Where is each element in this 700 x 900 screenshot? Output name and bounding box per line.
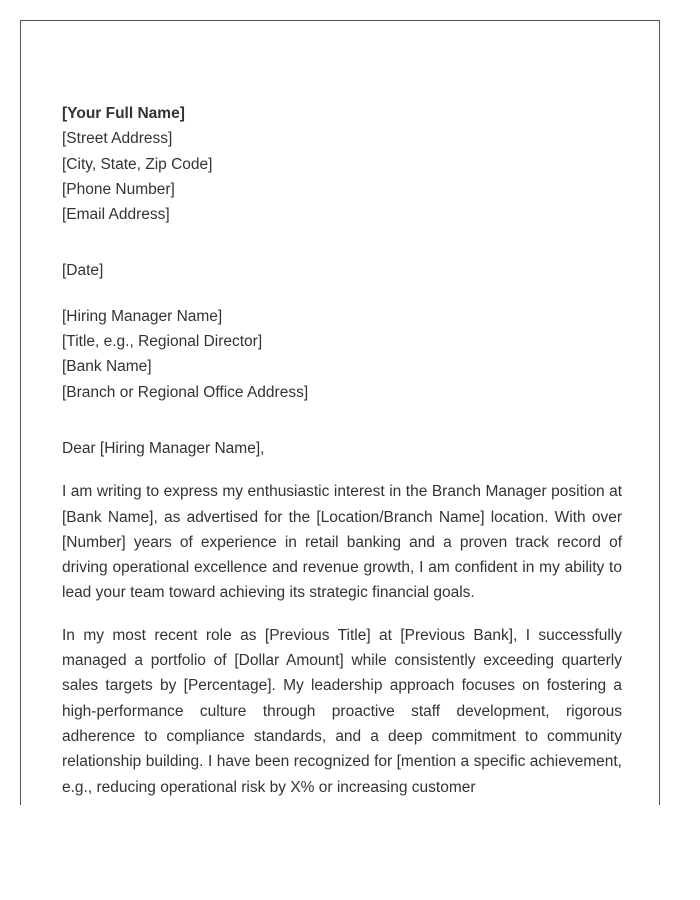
recipient-name: [Hiring Manager Name] bbox=[62, 307, 223, 325]
letter-body bbox=[62, 101, 622, 805]
sender-city-state-zip: [City, State, Zip Code] bbox=[62, 155, 213, 173]
recipient-title: [Title, e.g., Regional Director] bbox=[62, 333, 263, 351]
sender-name: [Your Full Name] bbox=[62, 105, 185, 122]
letter-page bbox=[20, 20, 660, 805]
salutation-text: Dear [Hiring Manager Name], bbox=[62, 439, 265, 457]
sender-block bbox=[62, 101, 622, 227]
sender-email: [Email Address] bbox=[62, 206, 170, 224]
sender-street: [Street Address] bbox=[62, 130, 173, 148]
date-text: [Date] bbox=[62, 262, 104, 280]
recipient-bank: [Bank Name] bbox=[62, 358, 152, 376]
letter-date bbox=[62, 258, 622, 283]
body-paragraph-1: I am writing to express my enthusiastic interest in the Branch Manager position at [Bank Name], as advertised for the [Location/Branch Name] location. With over [Number] years of experience in retail banking and a proven track record of driving operational excellence and revenue growth, I am confident in my ability to lead your team toward achieving its strategic financial goals. bbox=[62, 483, 622, 602]
body-paragraph-2: In my most recent role as [Previous Title] at [Previous Bank], I successfully managed a portfolio of [Dollar Amount] while consistently exceeding quarterly sales targets by [Percentage]. My leadership approach focuses on fostering a high-performance culture through proactive staff development, rigorous adherence to compliance standards, and a deep commitment to community relationship building. I have been recognized for [mention a specific achievement, e.g., reducing operational risk by X% or increasing customer bbox=[62, 626, 622, 796]
salutation bbox=[62, 436, 622, 461]
recipient-block bbox=[62, 304, 622, 405]
recipient-address: [Branch or Regional Office Address] bbox=[62, 383, 309, 401]
sender-phone: [Phone Number] bbox=[62, 180, 175, 198]
